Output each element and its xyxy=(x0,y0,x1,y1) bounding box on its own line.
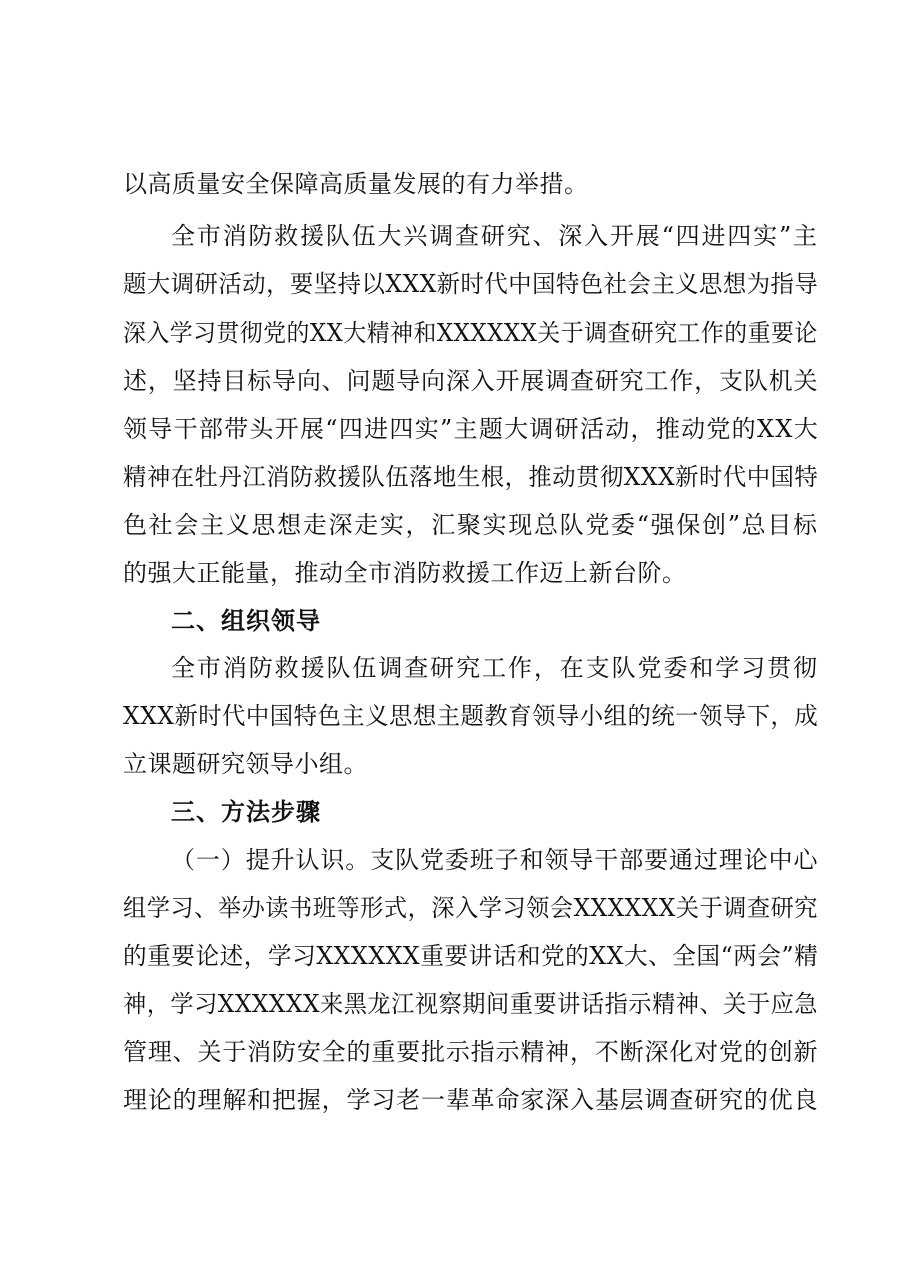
text-line: 领导干部带头开展“四进四实”主题大调研活动，推动党的XX大 xyxy=(123,415,819,443)
text-line: 管理、关于消防安全的重要批示指示精神，不断深化对党的创新 xyxy=(123,1038,819,1066)
text-line: 立课题研究领导小组。 xyxy=(123,750,368,778)
paragraph-first-line: （一）提升认识。支队党委班子和领导干部要通过理论中心 xyxy=(171,846,819,874)
section-heading: 二、组织领导 xyxy=(171,607,321,635)
text-line: 的重要论述，学习XXXXXX重要讲话和党的XX大、全国“两会”精 xyxy=(123,942,819,970)
text-line: 述，坚持目标导向、问题导向深入开展调查研究工作，支队机关 xyxy=(123,367,819,395)
text-line: 深入学习贯彻党的XX大精神和XXXXXX关于调查研究工作的重要论 xyxy=(123,319,818,347)
text-line: XXX新时代中国特色主义思想主题教育领导小组的统一领导下，成 xyxy=(123,702,819,730)
paragraph-first-line: 全市消防救援队伍大兴调查研究、深入开展“四进四实”主 xyxy=(171,222,819,250)
text-line: 神，学习XXXXXX来黑龙江视察期间重要讲话指示精神、关于应急 xyxy=(123,990,819,1018)
text-line: 题大调研活动，要坚持以XXX新时代中国特色社会主义思想为指导 xyxy=(123,270,819,298)
text-line: 以高质量安全保障高质量发展的有力举措。 xyxy=(123,170,589,198)
text-line: 色社会主义思想走深走实，汇聚实现总队党委“强保创”总目标 xyxy=(123,511,819,539)
text-line: 理论的理解和把握，学习老一辈革命家深入基层调查研究的优良 xyxy=(123,1086,819,1114)
paragraph-first-line: 全市消防救援队伍调查研究工作，在支队党委和学习贯彻 xyxy=(171,654,819,682)
text-line: 精神在牡丹江消防救援队伍落地生根，推动贯彻XXX新时代中国特 xyxy=(123,463,819,491)
text-line: 组学习、举办读书班等形式，深入学习领会XXXXXX关于调查研究 xyxy=(123,894,819,922)
section-heading: 三、方法步骤 xyxy=(171,798,321,826)
text-line: 的强大正能量，推动全市消防救援工作迈上新台阶。 xyxy=(123,559,687,587)
